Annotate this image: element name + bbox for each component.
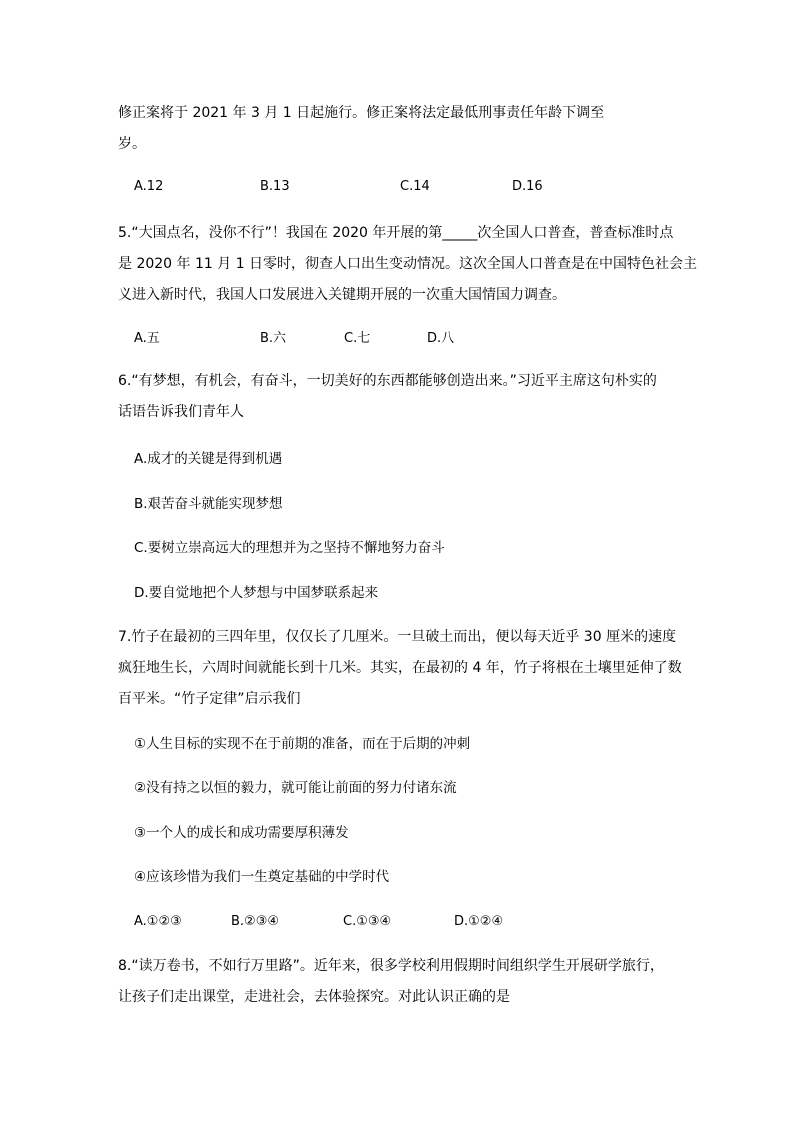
option-b: B.②③④	[231, 914, 280, 929]
text-line: 6.“有梦想，有机会，有奋斗，一切美好的东西都能够创造出来。”习近平主席这句朴实的	[118, 373, 657, 389]
option-a: A.12	[134, 179, 164, 194]
question-6-option-c: C.要树立崇高远大的理想并为之坚持不懈地努力奋斗	[134, 540, 445, 556]
question-6-option-d: D.要自觉地把个人梦想与中国梦联系起来	[134, 585, 379, 601]
option-a: A.五	[134, 331, 160, 346]
question-7-statement-1: ①人生目标的实现不在于前期的准备，而在于后期的冲刺	[134, 736, 471, 752]
question-8-text	[118, 951, 678, 1013]
question-7-statement-4: ④应该珍惜为我们一生奠定基础的中学时代	[134, 869, 390, 885]
option-d: D.八	[427, 331, 455, 346]
question-6-text	[118, 366, 678, 428]
option-c: C.①③④	[343, 914, 392, 929]
option-b: B.六	[260, 331, 287, 346]
text-line: 8.“读万卷书，不如行万里路”。近年来，很多学校利用假期时间组织学生开展研学旅行，	[118, 958, 664, 974]
text-line: 义进入新时代，我国人口发展进入关键期开展的一次重大国情国力调查。	[118, 287, 566, 303]
text-line: 7.竹子在最初的三四年里，仅仅长了几厘米。一旦破土而出，便以每天近乎 30 厘米的速度	[118, 629, 677, 645]
text-line: 疯狂地生长，六周时间就能长到十几米。其实，在最初的 4 年，竹子将根在土壤里延伸了数	[118, 660, 682, 676]
text-line: 是 2020 年 11 月 1 日零时，彻查人口出生变动情况。这次全国人口普查是在中国特色社会主	[118, 256, 698, 272]
option-a: A.①②③	[134, 914, 182, 929]
question-5-text	[118, 218, 698, 311]
option-c: C.七	[344, 331, 371, 346]
text-line: 百平米。“竹子定律”启示我们	[118, 691, 301, 707]
option-d: D.16	[512, 179, 543, 194]
question-7-statement-2: ②没有持之以恒的毅力，就可能让前面的努力付诸东流	[134, 780, 457, 796]
question-6-option-b: B.艰苦奋斗就能实现梦想	[134, 496, 283, 512]
option-b: B.13	[260, 179, 290, 194]
option-c: C.14	[400, 179, 430, 194]
question-7-statement-3: ③一个人的成长和成功需要厚积薄发	[134, 825, 349, 841]
text-line: 让孩子们走出课堂，走进社会，去体验探究。对此认识正确的是	[118, 989, 510, 1005]
text-line: 5.“大国点名，没你不行”！我国在 2020 年开展的第_____次全国人口普查，普查标准时点	[118, 225, 674, 241]
option-d: D.①②④	[454, 914, 504, 929]
question-7-text	[118, 622, 682, 715]
question-4-text	[118, 98, 678, 160]
question-6-option-a: A.成才的关键是得到机遇	[134, 451, 283, 467]
text-line: 岁。	[118, 136, 146, 152]
text-line: 话语告诉我们青年人	[118, 404, 244, 420]
text-line: 修正案将于 2021 年 3 月 1 日起施行。修正案将法定最低刑事责任年龄下调至	[118, 105, 605, 121]
